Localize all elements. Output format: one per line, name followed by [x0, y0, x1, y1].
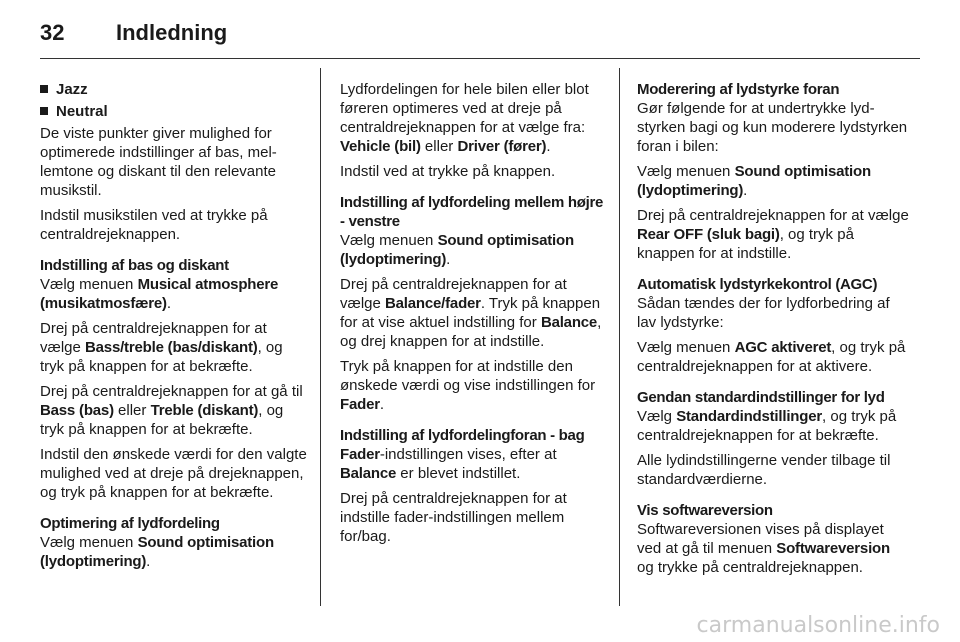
paragraph: Vælg menuen Sound optimisation (lydoptimering). — [637, 163, 871, 199]
paragraph: Fader-indstillingen vises, efter at Balance er blevet indstillet. — [340, 446, 557, 482]
watermark: carmanualsonline.info — [696, 613, 940, 638]
section-heading: Automatisk lydstyrkekontrol (AGC) — [637, 276, 878, 293]
paragraph: Vælg menuen AGC aktiveret, og tryk på centraldrejeknappen for at aktivere. — [637, 339, 906, 375]
header-rule — [40, 58, 920, 59]
paragraph: Sådan tændes der for lydforbedring af lav lydstyrke: — [637, 295, 890, 331]
column-1 — [40, 80, 308, 577]
paragraph: Vælg menuen Musical atmosphere (musikatmosfære). — [40, 276, 279, 312]
section-heading: Moderering af lydstyrke foran — [637, 81, 840, 98]
page-header — [40, 14, 920, 54]
paragraph: Gør følgende for at undertrykke lydstyrken bagi og kun moderere lydstyrken foran i bilen: — [637, 100, 908, 155]
paragraph: Alle lydindstillingerne vender tilbage til standardværdierne. — [637, 452, 891, 488]
section-heading: Optimering af lydfordeling — [40, 515, 220, 532]
section-heading: Indstilling af bas og diskant — [40, 257, 229, 274]
column-divider-2 — [619, 68, 620, 606]
paragraph: Vælg menuen Sound optimisation (lydoptimering). — [340, 232, 574, 268]
page-title: Indledning — [116, 20, 228, 45]
paragraph: Drej på centraldrejeknappen for at gå til Bass (bas) eller Treble (diskant), og tryk på knappen for at bekræfte. — [40, 383, 303, 438]
paragraph: De viste punkter giver mulighed for optimerede indstillinger af bas, mellemtone og diskant til den relevante musikstil. — [40, 125, 277, 199]
column-3 — [637, 80, 909, 583]
bullet-icon — [40, 85, 48, 93]
list-item: Jazz — [40, 80, 308, 99]
section-heading: Indstilling af lydfordelingforan - bag — [340, 427, 585, 444]
list-item: Neutral — [40, 102, 308, 121]
paragraph: Drej på centraldrejeknappen for at vælge Bass/treble (bas/diskant), og tryk på knappen for at bekræfte. — [40, 320, 283, 375]
paragraph: Lydfordelingen for hele bilen eller blot føreren optimeres ved at dreje på centraldrejeknappen for at vælge fra: Vehicle (bil) eller Driver (fører). — [340, 81, 589, 155]
paragraph: Vælg menuen Sound optimisation (lydoptimering). — [40, 534, 274, 570]
section-heading: Vis softwareversion — [637, 502, 773, 519]
paragraph: Softwareversionen vises på displayet ved at gå til menuen Softwareversion og trykke på centraldrejeknappen. — [637, 521, 890, 576]
paragraph: Indstil ved at trykke på knappen. — [340, 163, 556, 180]
paragraph: Drej på centraldrejeknappen for at vælge Balance/fader. Tryk på knappen for at vise aktuel indstilling for Balance, og drej knappen for at indstille. — [340, 276, 602, 350]
section-heading: Gendan standardindstillinger for lyd — [637, 389, 885, 406]
paragraph: Vælg Standardindstillinger, og tryk på centraldrejeknappen for at bekræfte. — [637, 408, 897, 444]
paragraph: Drej på centraldrejeknappen for at indstille fader-indstillingen mellem for/bag. — [340, 490, 567, 545]
paragraph: Indstil den ønskede værdi for den valgte mulighed ved at dreje på drejeknappen, og tryk på knappen for at bekræfte. — [40, 446, 307, 501]
column-divider-1 — [320, 68, 321, 606]
paragraph: Tryk på knappen for at indstille den ønskede værdi og vise indstillingen for Fader. — [340, 358, 596, 413]
section-heading: Indstilling af lydfordeling mellem højre - venstre — [340, 194, 604, 230]
column-2 — [340, 80, 610, 552]
paragraph: Drej på centraldrejeknappen for at vælge Rear OFF (sluk bagi), og tryk på knappen for at indstille. — [637, 207, 909, 262]
page-number: 32 — [40, 20, 65, 45]
paragraph: Indstil musikstilen ved at trykke på centraldrejeknappen. — [40, 207, 268, 243]
bullet-icon — [40, 107, 48, 115]
